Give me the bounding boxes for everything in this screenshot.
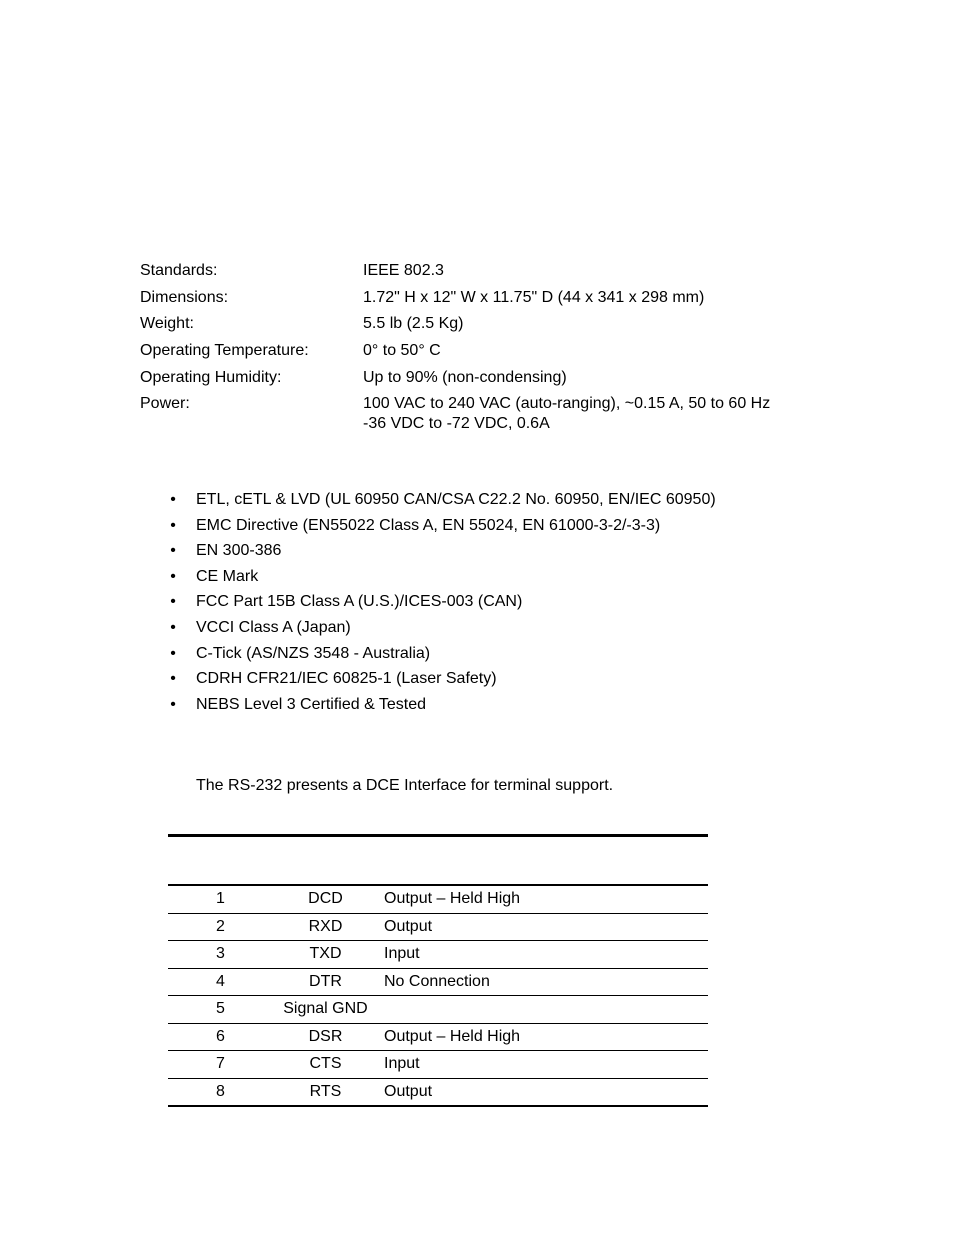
list-item	[168, 617, 716, 643]
certification-text: C-Tick (AS/NZS 3548 - Australia)	[196, 644, 431, 662]
certification-text: CDRH CFR21/IEC 60825-1 (Laser Safety)	[196, 670, 497, 688]
spec-value	[363, 341, 840, 361]
bullet-icon: •	[170, 516, 176, 534]
list-item	[168, 515, 716, 541]
spec-value-line: 5.5 lb (2.5 Kg)	[363, 315, 464, 333]
specifications-table	[140, 261, 840, 441]
pin-signal: Signal GND	[283, 1000, 368, 1017]
list-item	[168, 540, 716, 566]
spec-value	[363, 314, 840, 334]
bullet-icon: •	[170, 670, 176, 688]
certification-text: ETL, cETL & LVD (UL 60950 CAN/CSA C22.2 No. 60950, EN/IEC 60950)	[196, 491, 716, 508]
table-row	[168, 914, 708, 942]
list-item	[168, 489, 716, 515]
table-row	[168, 969, 708, 997]
list-item	[168, 591, 716, 617]
pin-signal: TXD	[309, 945, 342, 962]
table-row	[168, 1051, 708, 1079]
list-item	[168, 694, 716, 720]
certification-text: VCCI Class A (Japan)	[196, 618, 351, 636]
spec-label: Power:	[140, 395, 190, 413]
spec-label: Weight:	[140, 315, 194, 333]
certification-text: NEBS Level 3 Certified & Tested	[196, 695, 427, 713]
spec-value	[363, 288, 840, 308]
pin-description: Output	[384, 917, 433, 935]
bullet-icon: •	[170, 695, 176, 713]
spec-row-operating-temperature	[140, 341, 840, 361]
spec-row-operating-humidity	[140, 368, 840, 388]
certification-text: EMC Directive (EN55022 Class A, EN 55024, EN 61000-3-2/-3-3)	[196, 516, 661, 534]
bullet-icon: •	[170, 491, 176, 508]
spec-label: Standards:	[140, 262, 218, 279]
pin-number: 6	[216, 1027, 225, 1045]
spec-label: Operating Humidity:	[140, 368, 282, 386]
spec-value	[363, 261, 840, 281]
rs232-pin-table	[168, 834, 708, 1107]
table-row	[168, 886, 708, 914]
pin-number: 4	[216, 972, 225, 990]
rs232-intro-text: The RS-232 presents a DCE Interface for terminal support.	[196, 777, 614, 794]
spec-value-line: 0° to 50° C	[363, 342, 441, 360]
list-item	[168, 668, 716, 694]
pin-number: 5	[216, 1000, 225, 1017]
pin-description: Output	[384, 1082, 433, 1100]
pin-number: 1	[216, 890, 225, 907]
pin-description: No Connection	[384, 972, 490, 990]
table-row	[168, 1024, 708, 1052]
bullet-icon: •	[170, 644, 176, 662]
spec-value-line: Up to 90% (non-condensing)	[363, 368, 567, 386]
pin-number: 3	[216, 945, 225, 962]
bullet-icon: •	[170, 542, 176, 560]
pin-signal: RXD	[308, 917, 343, 935]
pin-description	[378, 996, 708, 1023]
table-row	[168, 996, 708, 1024]
pin-description: Input	[384, 1055, 420, 1072]
spec-row-power	[140, 394, 840, 434]
pin-description: Output – Held High	[384, 1027, 521, 1045]
spec-label: Operating Temperature:	[140, 342, 309, 360]
certification-text: CE Mark	[196, 567, 259, 585]
table-row	[168, 1079, 708, 1108]
table-header	[168, 837, 708, 886]
spec-value-line: 1.72" H x 12" W x 11.75" D (44 x 341 x 298 mm)	[363, 288, 705, 306]
table-row	[168, 941, 708, 969]
pin-signal: DTR	[309, 972, 342, 990]
spec-value-line: 100 VAC to 240 VAC (auto-ranging), ~0.15 A, 50 to 60 Hz	[363, 395, 771, 413]
spec-value-line: -36 VDC to -72 VDC, 0.6A	[363, 415, 550, 433]
pin-number: 7	[216, 1055, 225, 1072]
pin-description: Input	[384, 945, 420, 962]
certification-text: EN 300-386	[196, 542, 282, 560]
bullet-icon: •	[170, 567, 176, 585]
spec-value-line: IEEE 802.3	[363, 262, 444, 279]
spec-value	[363, 368, 840, 388]
spec-value	[363, 394, 840, 434]
spec-label: Dimensions:	[140, 288, 229, 306]
bullet-icon: •	[170, 593, 176, 611]
pin-description: Output – Held High	[384, 890, 521, 907]
list-item	[168, 643, 716, 669]
pin-number: 8	[216, 1082, 225, 1100]
pin-signal: RTS	[309, 1082, 342, 1100]
certifications-list	[168, 489, 716, 719]
spec-row-weight	[140, 314, 840, 334]
pin-signal: CTS	[309, 1055, 342, 1072]
bullet-icon: •	[170, 618, 176, 636]
pin-signal: DSR	[308, 1027, 343, 1045]
certification-text: FCC Part 15B Class A (U.S.)/ICES-003 (CAN)	[196, 593, 523, 611]
spec-row-standards	[140, 261, 840, 281]
pin-signal: DCD	[308, 890, 343, 907]
list-item	[168, 566, 716, 592]
pin-number: 2	[216, 917, 225, 935]
spec-row-dimensions	[140, 288, 840, 308]
